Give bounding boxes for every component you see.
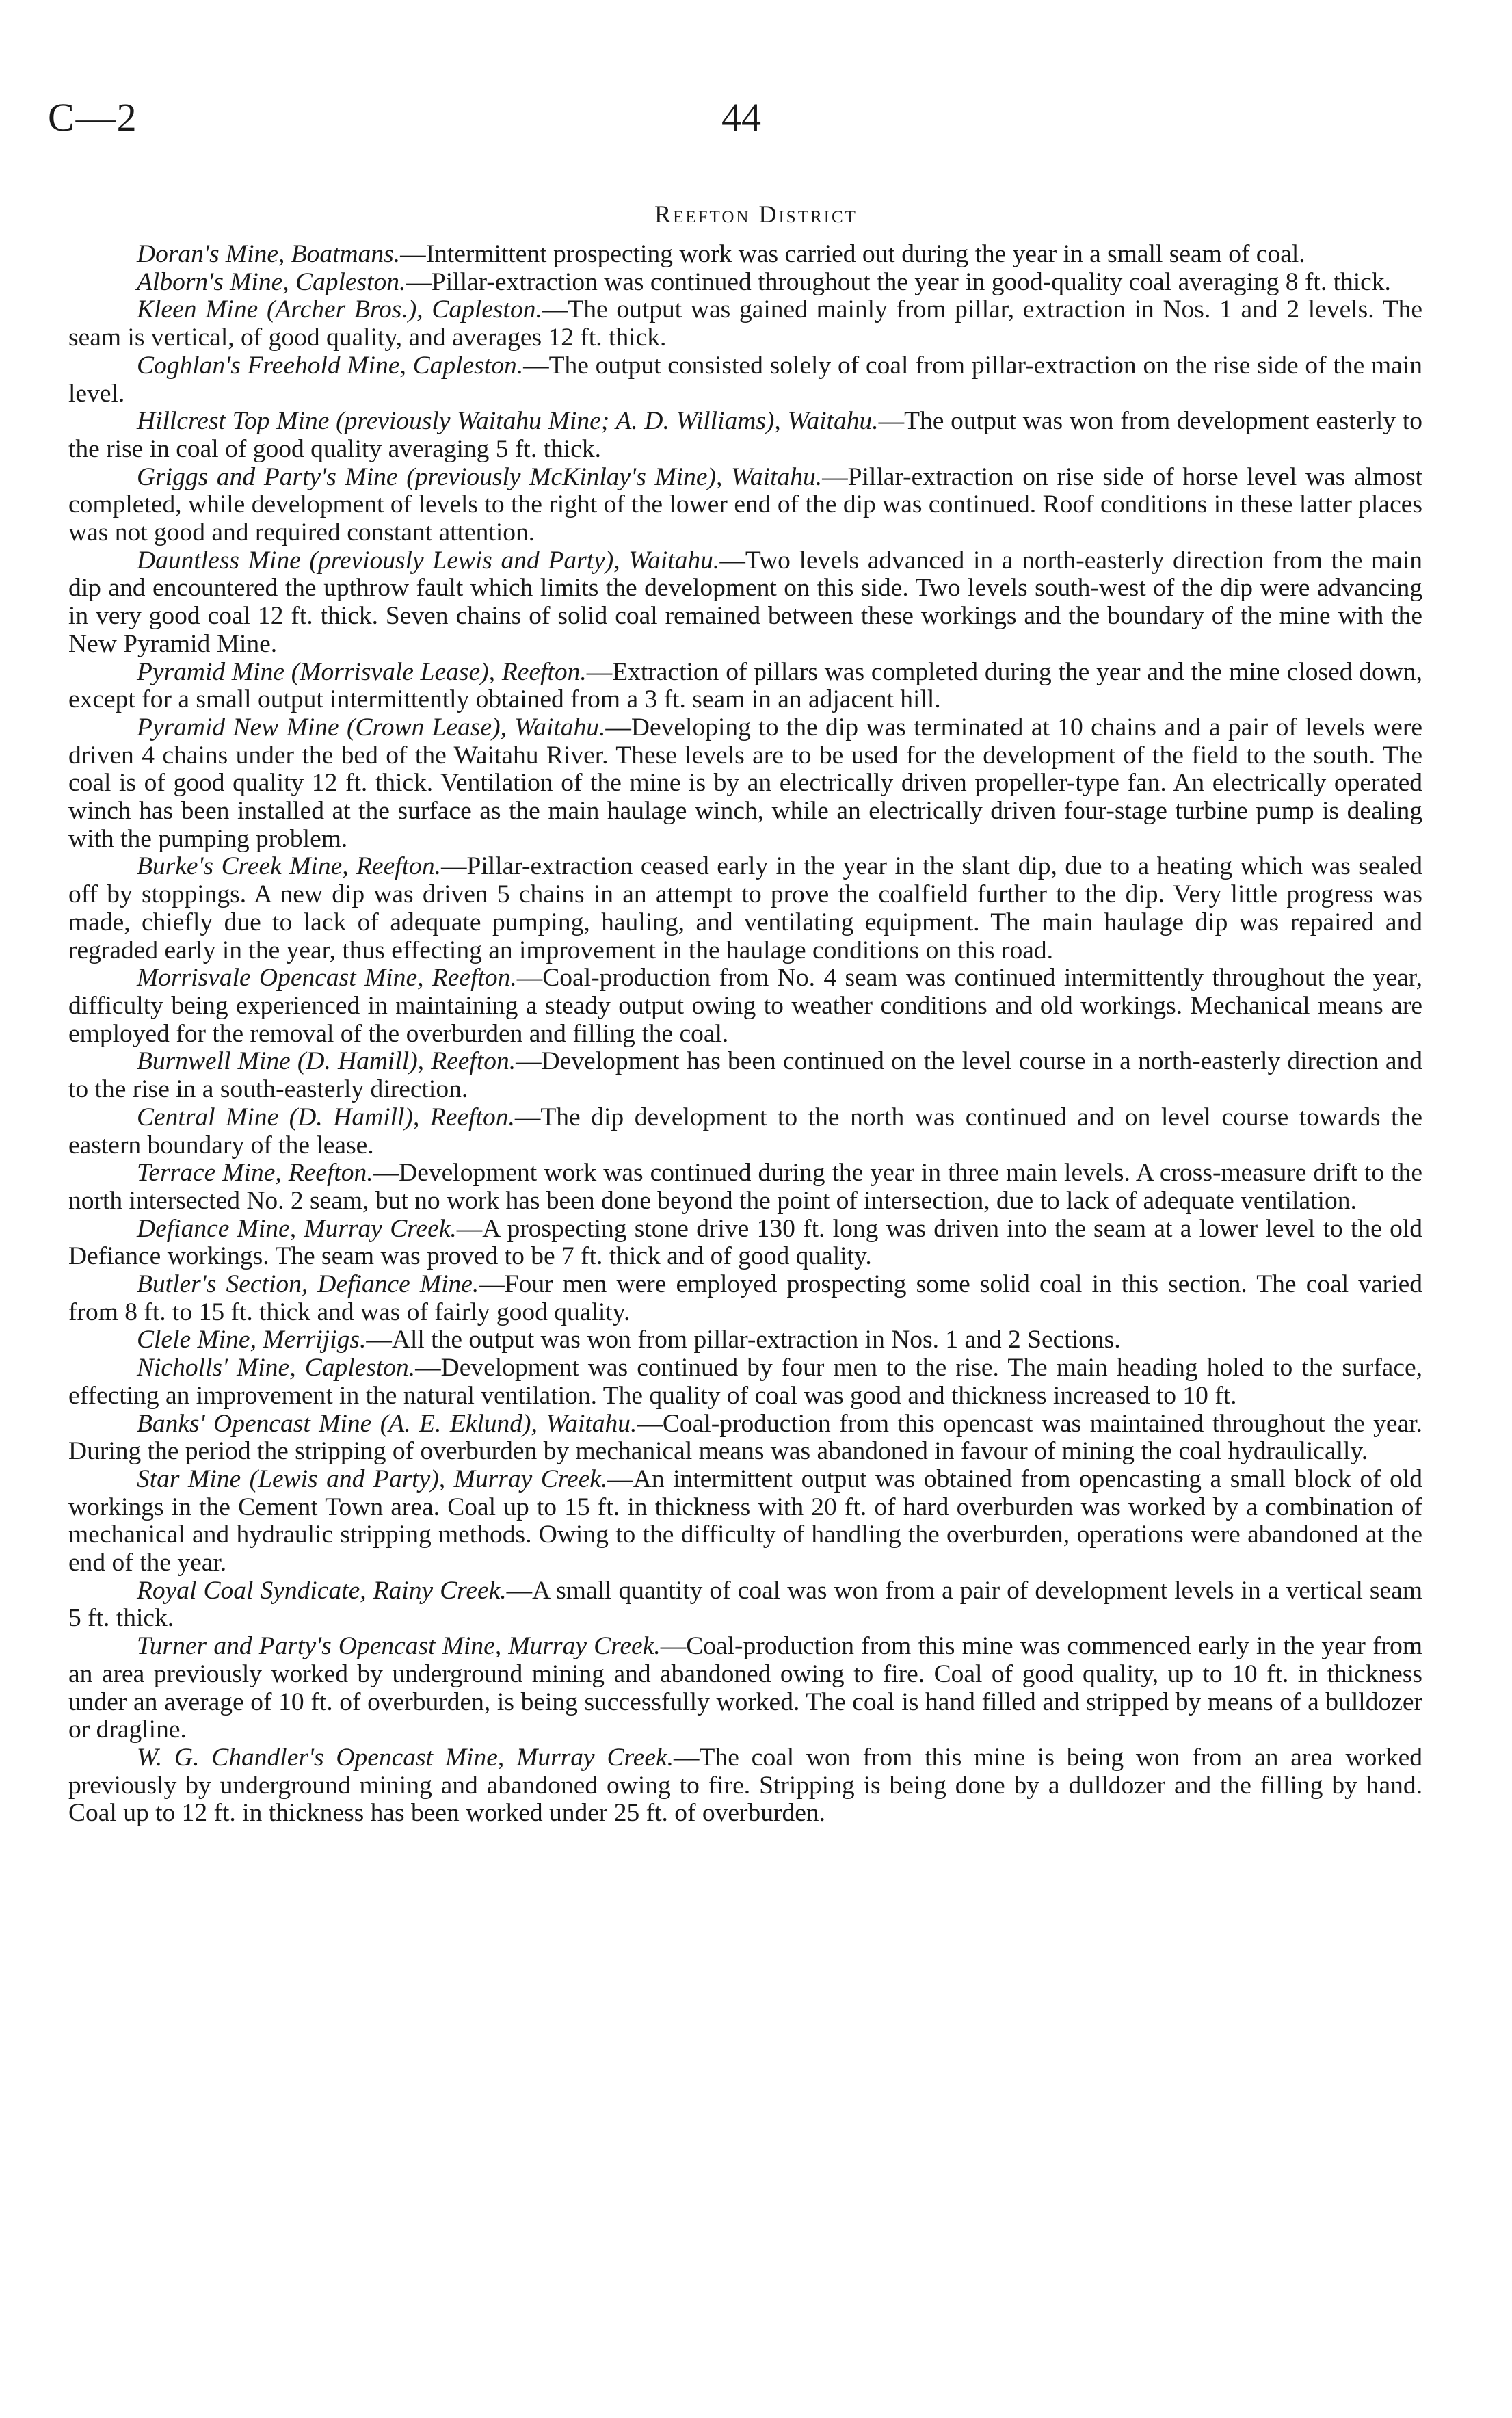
report-text: —Four men were employed prospecting some solid coal in this section. The coal varied from 8 ft. to 15 ft. thick and was of fairly good quality.	[68, 1270, 1422, 1326]
mine-name: Hillcrest Top Mine (previously Waitahu Mine; A. D. Williams), Waitahu.	[137, 407, 879, 436]
mine-report-paragraph	[68, 1326, 1422, 1354]
mine-report-paragraph	[68, 714, 1422, 854]
report-text: —A small quantity of coal was won from a pair of development levels in a vertical seam 5 ft. thick.	[68, 1576, 1422, 1633]
report-text: —All the output was won from pillar-extraction in Nos. 1 and 2 Sections.	[366, 1326, 1121, 1354]
mine-name: Burnwell Mine (D. Hamill), Reefton.	[137, 1047, 516, 1076]
mine-report-paragraph	[68, 464, 1422, 547]
mine-report-paragraph	[68, 1744, 1422, 1828]
mine-report-paragraph	[68, 1466, 1422, 1577]
mine-name: Coghlan's Freehold Mine, Capleston.	[137, 351, 524, 380]
mine-name: Turner and Party's Opencast Mine, Murray Creek.	[137, 1632, 661, 1661]
report-text: —Developing to the dip was terminated at 10 chains and a pair of levels were driven 4 chains under the bed of the Waitahu River. These levels are to be used for the development of the field to the south. The coal is of good quality 12 ft. thick. Ventilation of the mine is by an electrically driven propeller-type fan. An electrically operated winch has been installed at the surface as the main haulage winch, while an electrically driven four-stage turbine pump is dealing with the pumping problem.	[68, 713, 1422, 853]
mine-name: Clele Mine, Merrijigs.	[137, 1326, 367, 1354]
mine-report-paragraph	[68, 659, 1422, 714]
report-text: —A prospecting stone drive 130 ft. long was driven into the seam at a lower level to the old Defiance workings. The seam was proved to be 7 ft. thick and of good quality.	[68, 1214, 1422, 1271]
mine-report-paragraph	[68, 296, 1422, 352]
mine-name: Terrace Mine, Reefton.	[137, 1159, 373, 1187]
mine-name: Kleen Mine (Archer Bros.), Capleston.	[137, 295, 542, 324]
mine-report-paragraph	[68, 1159, 1422, 1215]
report-text: —Two levels advanced in a north-easterly direction from the main dip and encountered the upthrow fault which limits the development on this side. Two levels south-west of the dip were advancing in very good coal 12 ft. thick. Seven chains of solid coal remained between these workings and the boundary of the mine with the New Pyramid Mine.	[68, 546, 1422, 658]
mine-name: Dauntless Mine (previously Lewis and Party), Waitahu.	[137, 546, 720, 575]
page-reference: C—2	[48, 95, 138, 140]
report-text: —The output was won from development easterly to the rise in coal of good quality averaging 5 ft. thick.	[68, 407, 1422, 463]
mine-name: Butler's Section, Defiance Mine.	[137, 1270, 479, 1299]
mine-report-paragraph	[68, 1577, 1422, 1633]
mine-name: Star Mine (Lewis and Party), Murray Creek.	[137, 1464, 608, 1493]
report-text: —Development was continued by four men to the rise. The main heading holed to the surface, effecting an improvement in the natural ventilation. The quality of coal was good and thickness increased to 10 ft.	[68, 1354, 1422, 1410]
mine-report-paragraph	[68, 1215, 1422, 1271]
mine-name: Doran's Mine, Boatmans.	[137, 240, 401, 268]
report-text: —Pillar-extraction ceased early in the year in the slant dip, due to a heating which was sealed off by stoppings. A new dip was driven 5 chains in an attempt to prove the coalfield further to the dip. Very little progress was made, chiefly due to lack of adequate pumping, hauling, and ventilating equipment. The main haulage dip was repaired and regraded early in the year, thus effecting an improvement in the haulage conditions on this road.	[68, 852, 1423, 964]
mine-name: Burke's Creek Mine, Reefton.	[137, 852, 441, 881]
report-text: —The output was gained mainly from pillar, extraction in Nos. 1 and 2 levels. The seam is vertical, of good quality, and averages 12 ft. thick.	[68, 295, 1423, 352]
mine-name: Alborn's Mine, Capleston.	[137, 267, 406, 296]
mine-report-paragraph	[68, 241, 1422, 269]
report-text: —The output consisted solely of coal from pillar-extraction on the rise side of the main level.	[68, 351, 1422, 408]
section-heading: Reefton District	[654, 200, 858, 228]
report-text: —Development has been continued on the level course in a north-easterly direction and to the rise in a south-easterly direction.	[68, 1047, 1422, 1104]
page-number: 44	[721, 95, 761, 140]
mine-name: W. G. Chandler's Opencast Mine, Murray Creek.	[137, 1743, 674, 1772]
mine-name: Griggs and Party's Mine (previously McKinlay's Mine), Waitahu.	[137, 462, 823, 491]
mine-name: Defiance Mine, Murray Creek.	[137, 1214, 457, 1243]
report-text: —The dip development to the north was continued and on level course towards the eastern boundary of the lease.	[68, 1103, 1422, 1159]
mine-report-paragraph	[68, 1354, 1422, 1410]
mine-name: Royal Coal Syndicate, Rainy Creek.	[137, 1576, 507, 1605]
body-text	[68, 241, 1422, 1828]
mine-report-paragraph	[68, 853, 1422, 964]
mine-report-paragraph	[68, 1410, 1422, 1466]
report-text: —Extraction of pillars was completed during the year and the mine closed down, except for a small output intermittently obtained from a 3 ft. seam in an adjacent hill.	[68, 657, 1423, 714]
report-text: —Pillar-extraction on rise side of horse level was almost completed, while development of levels to the right of the lower end of the dip was continued. Roof conditions in these latter places was not good and required constant attention.	[68, 462, 1422, 547]
mine-report-paragraph	[68, 1271, 1422, 1326]
report-text: —Coal-production from No. 4 seam was continued intermittently throughout the year, difficulty being experienced in maintaining a steady output owing to weather conditions and old workings. Mechanical means are employed for the removal of the overburden and filling the coal.	[68, 964, 1422, 1048]
report-text: —An intermittent output was obtained from opencasting a small block of old workings in the Cement Town area. Coal up to 15 ft. in thickness with 20 ft. of hard overburden was worked by a combination of mechanical and hydraulic stripping methods. Owing to the difficulty of handling the overburden, operations were abandoned at the end of the year.	[68, 1464, 1423, 1577]
mine-name: Pyramid Mine (Morrisvale Lease), Reefton.	[137, 657, 587, 686]
mine-name: Banks' Opencast Mine (A. E. Eklund), Waitahu.	[137, 1409, 637, 1438]
mine-report-paragraph	[68, 547, 1422, 659]
mine-report-paragraph	[68, 1633, 1422, 1744]
mine-name: Central Mine (D. Hamill), Reefton.	[137, 1103, 515, 1131]
mine-report-paragraph	[68, 408, 1422, 463]
mine-name: Morrisvale Opencast Mine, Reefton.	[137, 964, 517, 993]
mine-name: Pyramid New Mine (Crown Lease), Waitahu.	[137, 713, 606, 741]
report-text: —Coal-production from this mine was commenced early in the year from an area previously worked by underground mining and abandoned owing to fire. Coal of good quality, up to 10 ft. in thickness under an average of 10 ft. of overburden, is being successfully worked. The coal is hand filled and stripped by means of a bulldozer or dragline.	[68, 1632, 1422, 1744]
mine-report-paragraph	[68, 352, 1422, 408]
report-text: —Coal-production from this opencast was maintained throughout the year. During the period the stripping of overburden by mechanical means was abandoned in favour of mining the coal hydraulically.	[68, 1409, 1422, 1466]
mine-report-paragraph	[68, 1048, 1422, 1103]
report-text: —Intermittent prospecting work was carried out during the year in a small seam of coal.	[400, 240, 1305, 268]
mine-report-paragraph	[68, 964, 1422, 1048]
report-text: —The coal won from this mine is being won from an area worked previously by underground mining and abandoned owing to fire. Stripping is being done by a dulldozer and the filling by hand. Coal up to 12 ft. in thickness has been worked under 25 ft. of overburden.	[68, 1743, 1422, 1828]
mine-report-paragraph	[68, 269, 1422, 297]
report-text: —Pillar-extraction was continued throughout the year in good-quality coal averaging 8 ft. thick.	[406, 267, 1391, 296]
mine-report-paragraph	[68, 1104, 1422, 1159]
report-text: —Development work was continued during the year in three main levels. A cross-measure drift to the north intersected No. 2 seam, but no work has been done beyond the point of intersection, due to lack of adequate ventilation.	[68, 1159, 1422, 1215]
mine-name: Nicholls' Mine, Capleston.	[137, 1354, 416, 1382]
